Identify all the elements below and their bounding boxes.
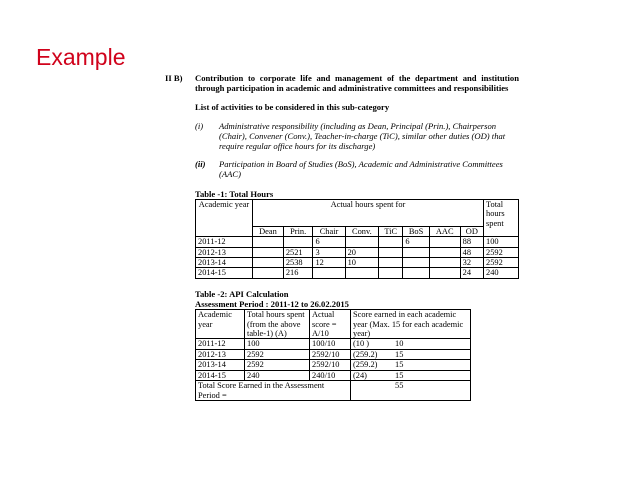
table2-header: Total hours spent (from the above table-1) (A) <box>245 310 310 339</box>
assessment-period: Assessment Period : 2011-12 to 26.02.2015 <box>195 299 349 310</box>
table2-header: Academic year <box>196 310 245 339</box>
table1-cell: 2592 <box>484 247 519 257</box>
section-number: II B) <box>165 73 183 83</box>
table2-cell: 240/10 <box>310 370 351 380</box>
table2-header: Actual score = A/10 <box>310 310 351 339</box>
table1-cell: 10 <box>345 258 379 268</box>
table2-total-label: Total Score Earned in the Assessment Period = <box>196 381 351 401</box>
table1-cell: 2013-14 <box>196 258 253 268</box>
table2-cell: 10 <box>393 339 471 349</box>
table-row <box>196 258 519 268</box>
table1-cell <box>379 268 403 278</box>
table1-cell <box>253 237 284 247</box>
table2-header-row <box>196 310 471 339</box>
table2-total-value: 55 <box>393 381 471 401</box>
table1-cell <box>429 247 460 257</box>
table1-subheader: Dean <box>253 226 284 236</box>
table1-subheader: Conv. <box>345 226 379 236</box>
table1-cell <box>379 247 403 257</box>
activity-item-text: Participation in Board of Studies (BoS), Academic and Administrative Committees (AAC) <box>219 159 503 180</box>
table1-cell <box>379 237 403 247</box>
table2-cell: (10 ) <box>351 339 394 349</box>
table1-subheader: Chair <box>313 226 345 236</box>
table-row <box>196 237 519 247</box>
table2-total-row <box>196 381 471 401</box>
slide-title: Example <box>36 44 126 70</box>
table1-cell: 12 <box>313 258 345 268</box>
table2-cell: 2592/10 <box>310 360 351 370</box>
table2-cell: (259.2) <box>351 349 394 359</box>
table2-cell: 2592 <box>245 360 310 370</box>
table1-cell: 2012-13 <box>196 247 253 257</box>
table1-cell <box>403 247 429 257</box>
table1-cell: 2538 <box>283 258 313 268</box>
table-row <box>196 370 471 380</box>
table1-cell <box>253 268 284 278</box>
table1-cell <box>345 237 379 247</box>
table2-title: Table -2: API Calculation <box>195 288 289 299</box>
table1-cell: 20 <box>345 247 379 257</box>
table1-subheader: AAC <box>429 226 460 236</box>
table1-col-actual: Actual hours spent for <box>253 199 484 226</box>
table2-cell: 100 <box>245 339 310 349</box>
table-row <box>196 247 519 257</box>
section-heading <box>165 73 519 93</box>
table1-col-year: Academic year <box>196 199 253 236</box>
table1-cell: 100 <box>484 237 519 247</box>
table2-cell: 15 <box>393 349 471 359</box>
table1-subheader: Prin. <box>283 226 313 236</box>
table1-cell: 2521 <box>283 247 313 257</box>
table1-cell <box>403 268 429 278</box>
table2-cell: 2011-12 <box>196 339 245 349</box>
table-row <box>196 360 471 370</box>
table1-cell <box>429 268 460 278</box>
api-calculation-table <box>195 309 471 401</box>
table2-cell: 240 <box>245 370 310 380</box>
table2-cell: 2014-15 <box>196 370 245 380</box>
activity-item-1 <box>195 121 519 152</box>
table1-cell <box>345 268 379 278</box>
table2-cell: 2013-14 <box>196 360 245 370</box>
table2-header: Score earned in each academic year (Max. 15 for each academic year) <box>351 310 471 339</box>
table1-cell: 6 <box>403 237 429 247</box>
table2-cell: 2592/10 <box>310 349 351 359</box>
document-excerpt <box>165 73 519 401</box>
table1-col-total: Total hours spent <box>484 199 519 236</box>
table1-cell <box>379 258 403 268</box>
activity-item-number: (ii) <box>195 159 206 170</box>
table1-cell: 2014-15 <box>196 268 253 278</box>
table-row <box>196 268 519 278</box>
activity-item-2 <box>195 159 519 179</box>
table-row <box>196 349 471 359</box>
table1-cell: 3 <box>313 247 345 257</box>
table2-cell: 100/10 <box>310 339 351 349</box>
table2-cell: 2012-13 <box>196 349 245 359</box>
table1-cell <box>283 237 313 247</box>
section-heading-text: Contribution to corporate life and management of the department and institution through participation in academic and administrative committees and responsibilities <box>195 73 519 94</box>
table-row <box>196 339 471 349</box>
total-hours-table <box>195 199 519 279</box>
table1-cell <box>429 258 460 268</box>
table1-header-row <box>196 199 519 226</box>
table2-cell: (24) <box>351 370 394 380</box>
table1-cell <box>313 268 345 278</box>
table1-cell: 88 <box>460 237 483 247</box>
table2-cell: 2592 <box>245 349 310 359</box>
table1-subheader: BoS <box>403 226 429 236</box>
table1-cell: 2011-12 <box>196 237 253 247</box>
table2-cell: 15 <box>393 370 471 380</box>
table1-cell: 216 <box>283 268 313 278</box>
table1-cell: 48 <box>460 247 483 257</box>
table1-cell: 240 <box>484 268 519 278</box>
table2-cell: (259.2) <box>351 360 394 370</box>
table1-cell: 24 <box>460 268 483 278</box>
table1-title: Table -1: Total Hours <box>195 188 274 199</box>
table1-cell: 2592 <box>484 258 519 268</box>
table1-cell <box>403 258 429 268</box>
table1-cell <box>253 247 284 257</box>
table1-cell: 32 <box>460 258 483 268</box>
activities-subheading: List of activities to be considered in this sub-category <box>195 102 390 113</box>
table1-subheader: OD <box>460 226 483 236</box>
table1-cell: 6 <box>313 237 345 247</box>
table2-cell: 15 <box>393 360 471 370</box>
table1-subheader: TiC <box>379 226 403 236</box>
table1-cell <box>429 237 460 247</box>
table1-cell <box>253 258 284 268</box>
activity-item-text: Administrative responsibility (including as Dean, Principal (Prin.), Chairperson (Chair), Convener (Conv.), Teacher-in-charge (TiC), similar other duties (OD) that require regular office hours for its discharge) <box>219 120 506 152</box>
activity-item-number: (i) <box>195 120 204 131</box>
